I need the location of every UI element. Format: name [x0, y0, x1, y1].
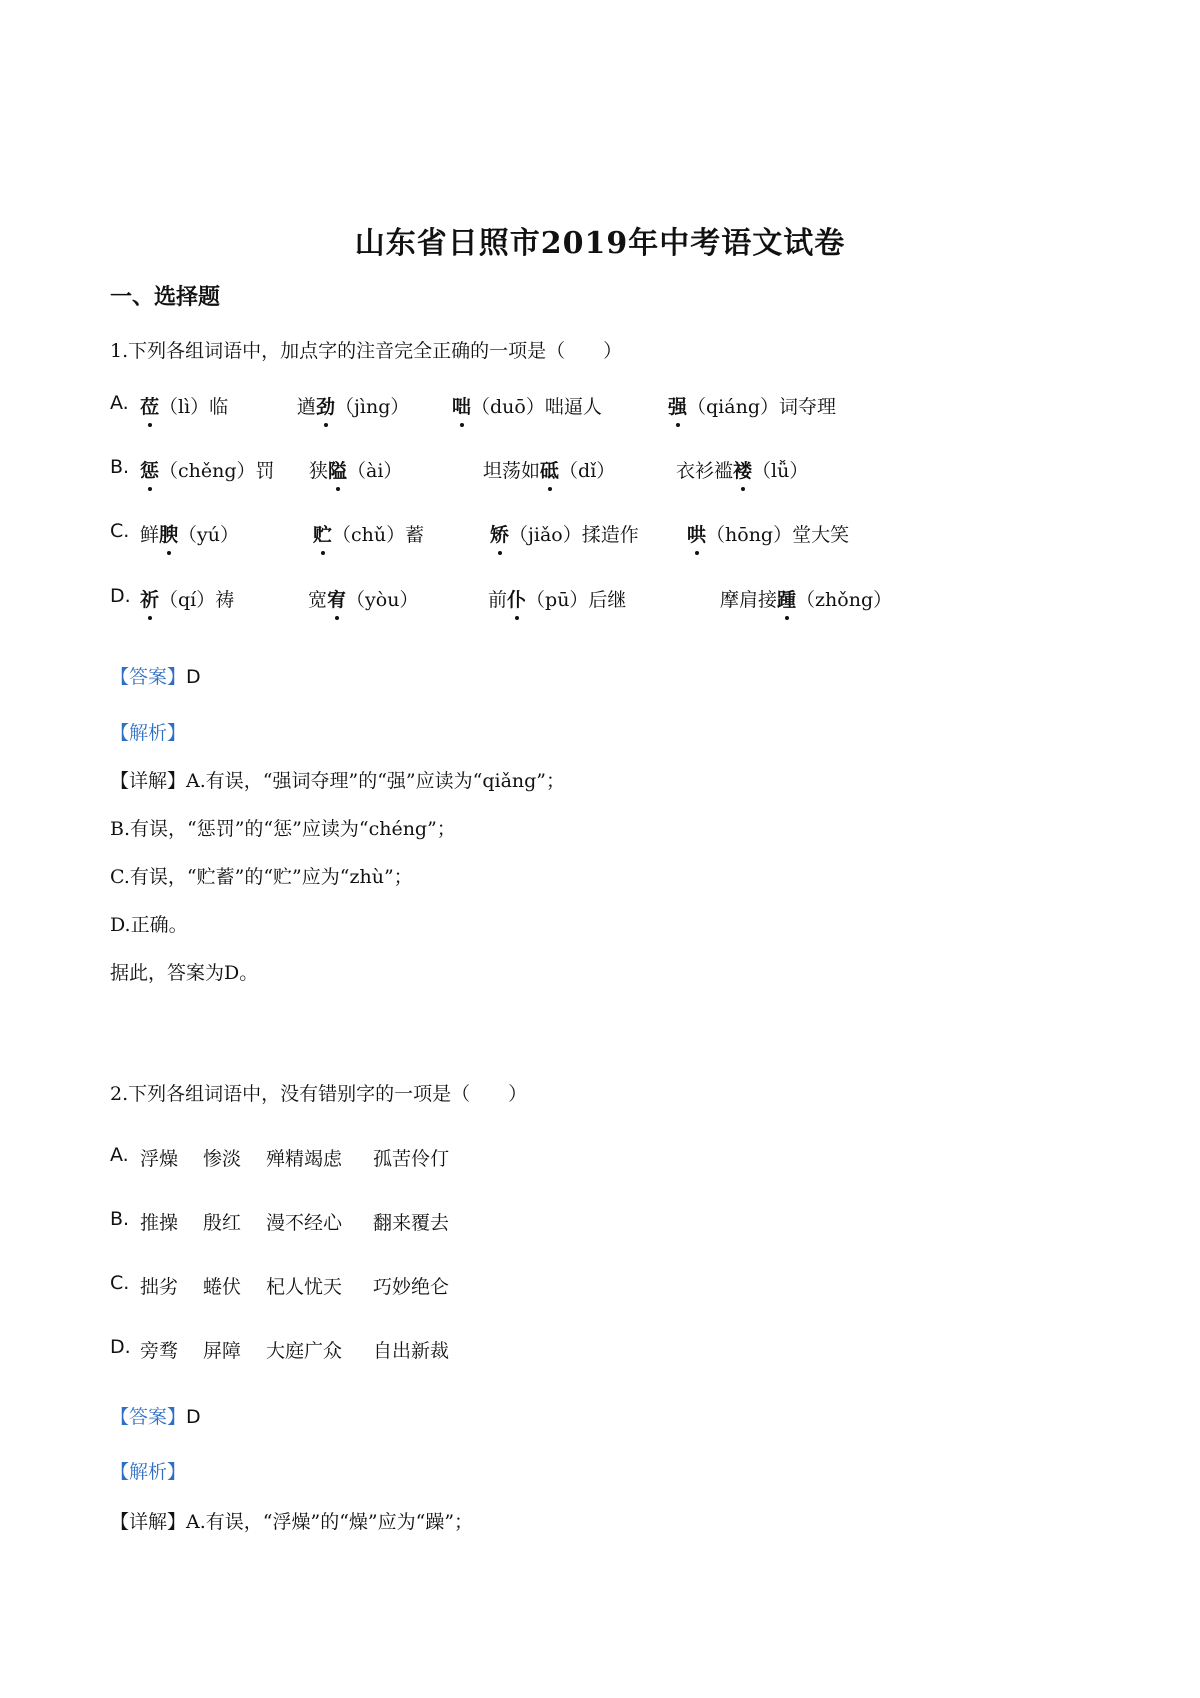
q1-option-b[interactable]	[110, 456, 1110, 486]
q1-detail-line: C.有误，“贮蓄”的“贮”应为“zhù”；	[110, 866, 413, 888]
word: 宽宥（yòu）	[308, 585, 418, 612]
q2-option-d[interactable]	[110, 1336, 1110, 1366]
word: 衣衫褴褛（lǚ）	[676, 456, 808, 483]
q1-analysis-label: 【解析】	[110, 722, 187, 744]
word: 殚精竭虑	[266, 1148, 343, 1170]
q1-detail-line: 【详解】A.有误，“强词夺理”的“强”应读为“qiǎng”；	[110, 770, 566, 792]
section-heading: 一、选择题	[110, 284, 221, 310]
q2-option-c[interactable]	[110, 1272, 1110, 1302]
q2-option-b[interactable]	[110, 1208, 1110, 1238]
word: 杞人忧天	[266, 1276, 343, 1298]
word: 摩肩接踵（zhǒng）	[720, 585, 892, 612]
word: 贮（chǔ）蓄	[313, 520, 424, 547]
word: 自出新裁	[373, 1340, 450, 1362]
option-letter: D.	[110, 1336, 131, 1358]
q1-option-c[interactable]	[110, 520, 1110, 550]
q1-detail-line: D.正确。	[110, 914, 188, 936]
q2-analysis-label: 【解析】	[110, 1461, 187, 1483]
q2-answer: 【答案】D	[110, 1406, 201, 1428]
word: 咄（duō）咄逼人	[452, 392, 602, 419]
word: 狭隘（ài）	[309, 456, 402, 483]
word: 大庭广众	[266, 1340, 343, 1362]
option-letter: B.	[110, 1208, 130, 1230]
option-letter: A.	[110, 1144, 129, 1166]
q1-option-a[interactable]	[110, 392, 1110, 422]
word: 翻来覆去	[373, 1212, 450, 1234]
word: 祈（qí）祷	[140, 585, 234, 612]
word: 旁骛	[140, 1340, 179, 1362]
q1-detail-line: B.有误，“惩罚”的“惩”应读为“chéng”；	[110, 818, 456, 840]
word: 屏障	[203, 1340, 242, 1362]
word: 漫不经心	[266, 1212, 343, 1234]
page-title: 山东省日照市2019年中考语文试卷	[354, 226, 846, 261]
q1-option-d[interactable]	[110, 585, 1110, 615]
word: 巧妙绝仑	[373, 1276, 450, 1298]
word: 推操	[140, 1212, 179, 1234]
option-letter: B.	[110, 456, 130, 478]
q1-detail-line: 据此，答案为D。	[110, 962, 259, 984]
q2-option-a[interactable]	[110, 1144, 1110, 1174]
word: 莅（lì）临	[140, 392, 228, 419]
word: 蜷伏	[203, 1276, 242, 1298]
option-letter: C.	[110, 520, 130, 542]
question-2-stem: 2.下列各组词语中，没有错别字的一项是（ ）	[110, 1083, 528, 1105]
word: 惩（chěng）罚	[140, 456, 275, 483]
q2-detail-line: 【详解】A.有误，“浮燥”的“燥”应为“躁”；	[110, 1511, 474, 1533]
word: 拙劣	[140, 1276, 179, 1298]
option-letter: C.	[110, 1272, 130, 1294]
word: 哄（hōng）堂大笑	[687, 520, 849, 547]
word: 前仆（pū）后继	[488, 585, 626, 612]
word: 孤苦伶仃	[373, 1148, 450, 1170]
option-letter: D.	[110, 585, 131, 607]
word: 强（qiáng）词夺理	[668, 392, 836, 419]
word: 遒劲（jìng）	[297, 392, 409, 419]
question-1-stem: 1.下列各组词语中，加点字的注音完全正确的一项是（ ）	[110, 340, 623, 362]
word: 惨淡	[203, 1148, 242, 1170]
word: 鲜腴（yú）	[140, 520, 239, 547]
q1-answer: 【答案】D	[110, 666, 201, 688]
word: 浮燥	[140, 1148, 179, 1170]
option-letter: A.	[110, 392, 129, 414]
word: 坦荡如砥（dǐ）	[483, 456, 615, 483]
word: 矫（jiǎo）揉造作	[490, 520, 639, 547]
word: 殷红	[203, 1212, 242, 1234]
